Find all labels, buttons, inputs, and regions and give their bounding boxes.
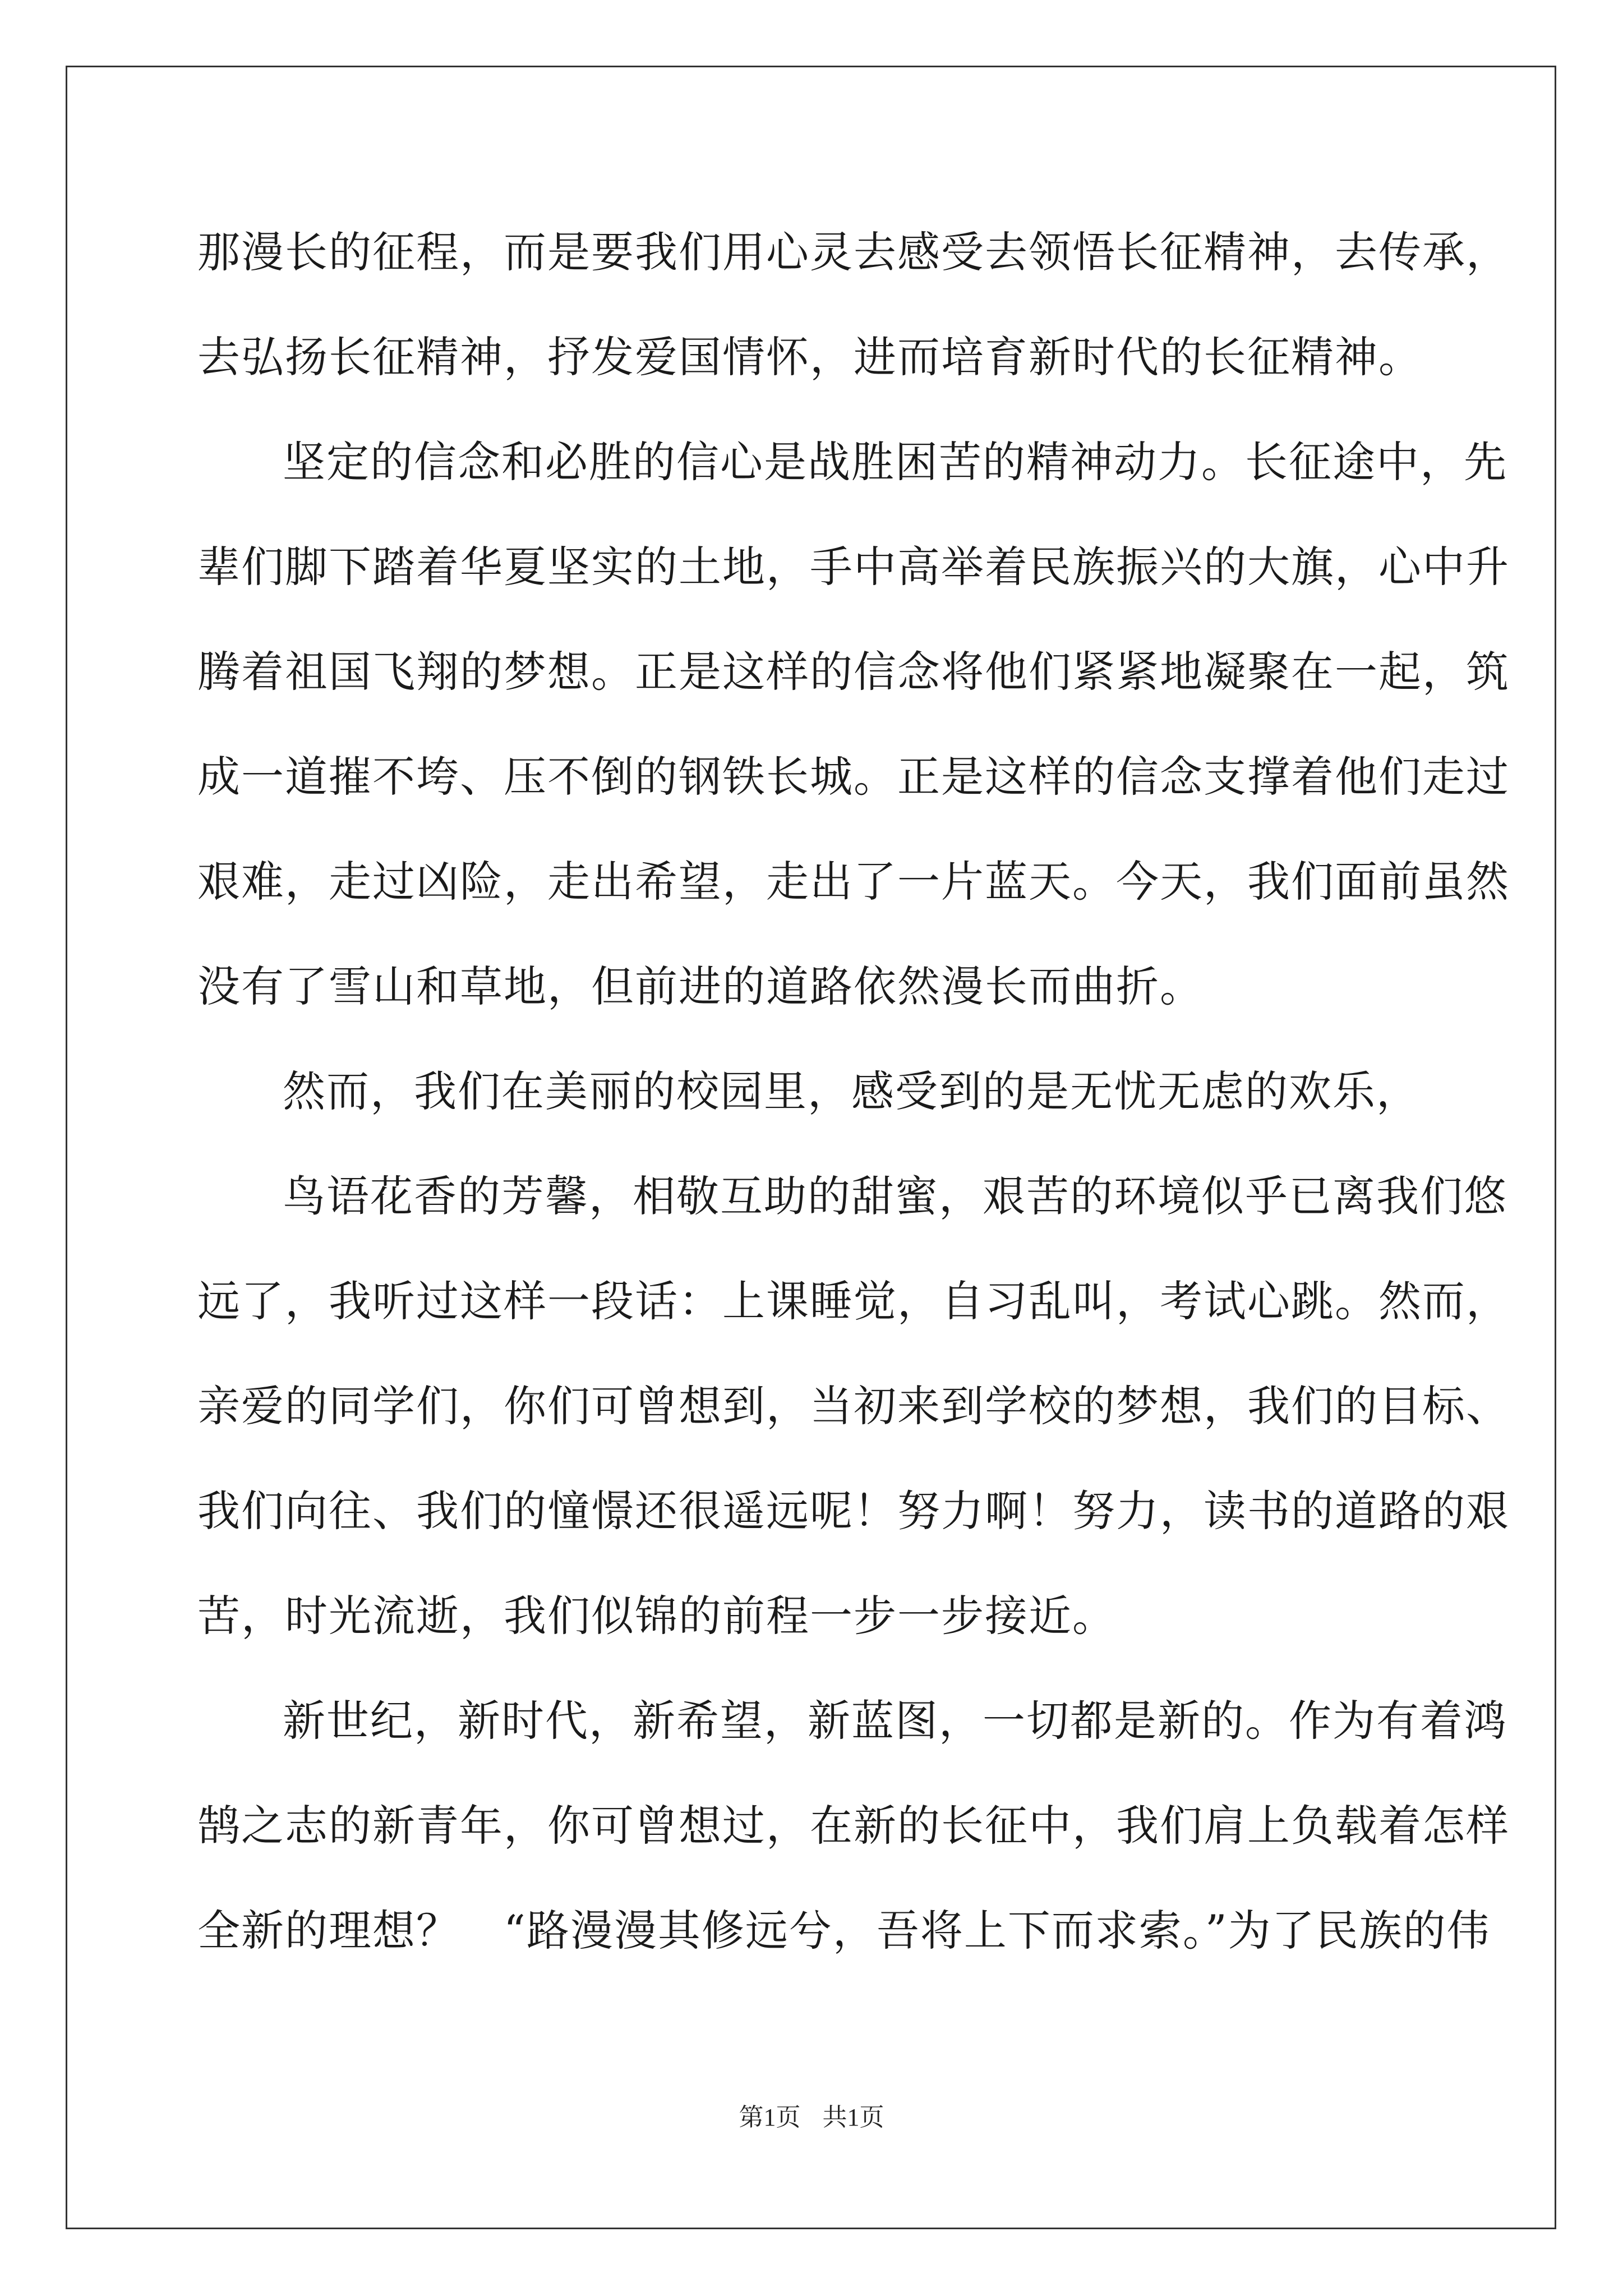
text-line-8: 没有了雪山和草地，但前进的道路依然漫长而曲折。 bbox=[197, 961, 1204, 1011]
text-line-5: 腾着祖国飞翔的梦想。正是这样的信念将他们紧紧地凝聚在一起，筑 bbox=[197, 647, 1510, 697]
text-line-3: 坚定的信念和必胜的信心是战胜困苦的精神动力。长征途中，先 bbox=[283, 437, 1507, 487]
text-line-2: 去弘扬长征精神，抒发爱国情怀，进而培育新时代的长征精神。 bbox=[197, 332, 1422, 382]
text-line-12: 亲爱的同学们，你们可曾想到，当初来到学校的梦想，我们的目标、 bbox=[197, 1381, 1510, 1431]
text-line-16: 鹄之志的新青年，你可曾想过，在新的长征中，我们肩上负载着怎样 bbox=[197, 1801, 1510, 1851]
text-line-11: 远了，我听过这样一段话：上课睡觉，自习乱叫，考试心跳。然而， bbox=[197, 1276, 1510, 1326]
text-line-1: 那漫长的征程，而是要我们用心灵去感受去领悟长征精神，去传承， bbox=[197, 227, 1510, 277]
page-number-current: 第1页 bbox=[739, 2104, 801, 2131]
text-line-4: 辈们脚下踏着华夏坚实的土地，手中高举着民族振兴的大旗，心中升 bbox=[197, 542, 1510, 592]
page-number-total: 共1页 bbox=[822, 2104, 884, 2131]
text-line-6: 成一道摧不垮、压不倒的钢铁长城。正是这样的信念支撑着他们走过 bbox=[197, 752, 1510, 802]
page-footer bbox=[0, 2101, 1623, 2134]
text-line-9: 然而，我们在美丽的校园里，感受到的是无忧无虑的欢乐， bbox=[283, 1066, 1420, 1116]
text-line-17: 全新的理想？ “路漫漫其修远兮，吾将上下而求索。”为了民族的伟 bbox=[197, 1906, 1491, 1955]
text-line-7: 艰难，走过凶险，走出希望，走出了一片蓝天。今天，我们面前虽然 bbox=[197, 857, 1510, 907]
text-line-15: 新世纪，新时代，新希望，新蓝图，一切都是新的。作为有着鸿 bbox=[283, 1696, 1507, 1746]
text-line-13: 我们向往、我们的憧憬还很遥远呢！努力啊！努力，读书的道路的艰 bbox=[197, 1486, 1510, 1536]
text-line-14: 苦，时光流逝，我们似锦的前程一步一步接近。 bbox=[197, 1591, 1116, 1641]
text-line-10: 鸟语花香的芳馨，相敬互助的甜蜜，艰苦的环境似乎已离我们悠 bbox=[283, 1171, 1507, 1221]
